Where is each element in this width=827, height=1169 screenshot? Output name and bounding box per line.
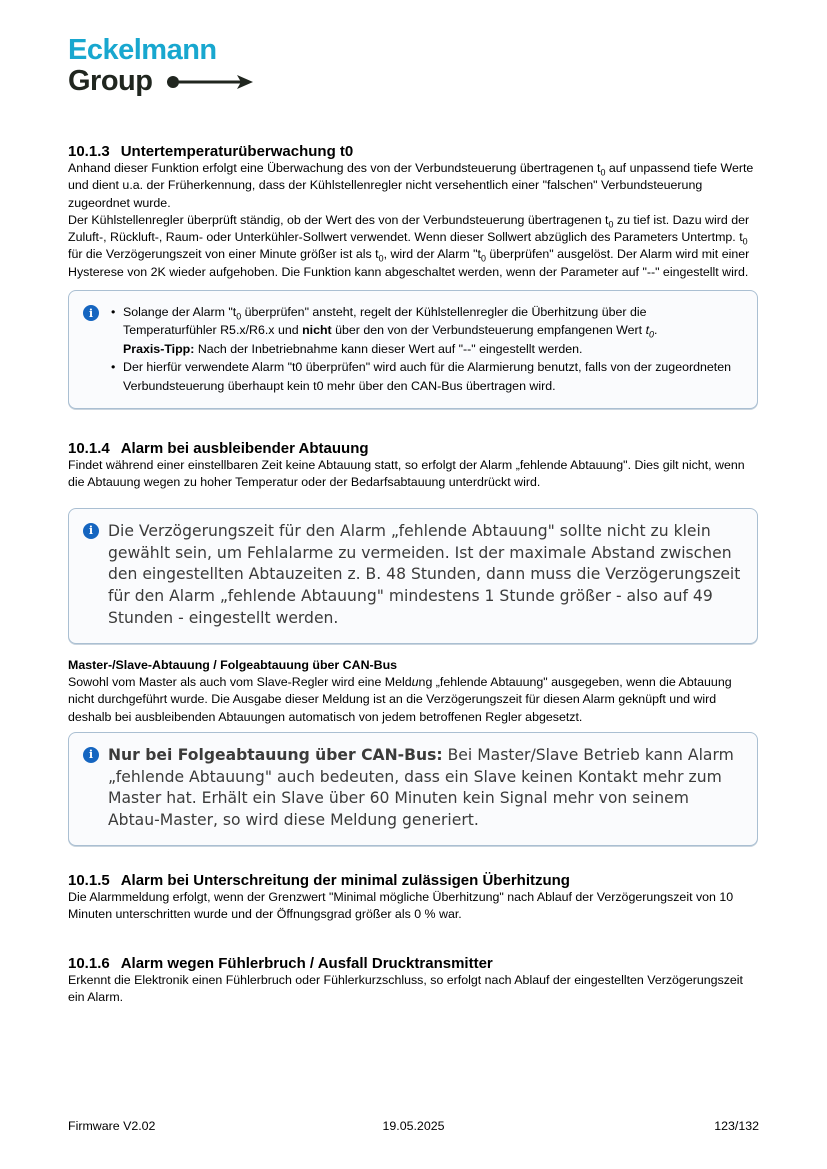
info-box-delay-time [68, 508, 758, 644]
info-icon: i [83, 523, 99, 539]
page-footer [68, 1119, 759, 1133]
paragraph-10-1-5: Die Alarmmeldung erfolgt, wenn der Grenzwert "Minimal mögliche Überhitzung" nach Ablauf der Verzögerungszeit von 10 Minuten unterschritten wurde und der Öffnungsgrad größer als 0 % war. [68, 890, 734, 922]
heading-number: 10.1.4 [68, 440, 110, 458]
info-box-text: Nur bei Folgeabtauung über CAN-Bus: Bei Master/Slave Betrieb kann Alarm „fehlende Abtauung" auch bedeuten, dass ein Slave keinen Kontakt mehr zum Master hat. Erhält ein Slave über 60 Minuten kein Signal mehr von seinem Abtau-Master, so wird diese Meldung generiert. [108, 745, 734, 830]
info-box-can-bus [68, 732, 758, 846]
footer-date: 19.05.2025 [382, 1119, 445, 1133]
heading-title: Alarm bei ausbleibender Abtauung [120, 440, 369, 458]
info-icon: i [83, 305, 99, 321]
heading-number: 10.1.6 [68, 954, 110, 972]
heading-number: 10.1.5 [68, 872, 110, 890]
page-content [68, 36, 758, 1006]
logo-arrow-icon [165, 72, 253, 92]
footer-page-number: 123/132 [714, 1119, 759, 1133]
company-logo [68, 36, 758, 96]
footer-firmware-version: Firmware V2.02 [68, 1119, 156, 1133]
bullet-text: • Solange der Alarm "$t_0$ überprüfen" ansteht, regelt der Kühlstellenregler die Überhitzung über die Temperaturfühler R5.x/R6.x und nicht über den von der Verbundsteuerung empfangenen Wert $t_0$. [123, 305, 658, 340]
paragraph-10-1-3-b: Der Kühlstellenregler überprüft ständig, ob der Wert des von der Verbundsteuerung übertragenen $t_0$ zu tief ist. Dazu wird der Zuluft-, Rückluft-, Raum- oder Unterkühler-Sollwert verwendet. Wenn dieser Sollwert abzüglich des Parameters Untertmp. $t_0$ für die Verzögerungszeit von einer Minute größer ist als $t_0$, wird der Alarm "$t_0$ überprüfen" ausgelöst. Der Alarm wird mit einer Hysterese von 2K wieder aufgehoben. Die Funktion kann abgeschaltet werden, wenn der Parameter auf "--" eingestellt wird. [68, 212, 750, 279]
paragraph-master-slave: Sowohl vom Master als auch vom Slave-Regler wird eine Meldung „fehlende Abtauung" ausgegeben, wenn die Abtauung nicht durchgeführt wurde. Die Ausgabe dieser Meldung ist an die Verzögerungszeit für diesen Alarm geknüpft und wird deshalb bei ausbleibenden Abtauungen automatisch von jedem betroffenen Regler abgesetzt. [68, 674, 732, 724]
heading-10-1-4 [68, 440, 758, 457]
heading-title: Untertemperaturüberwachung t0 [120, 143, 354, 160]
heading-number: 10.1.3 [68, 143, 110, 160]
bullet-text: • Der hierfür verwendete Alarm "t0 überprüfen" wird auch für die Alarmierung benutzt, falls von der zugeordneten Verbundsteuerung überhaupt kein t0 mehr über den CAN-Bus übertragen wird. [123, 360, 732, 393]
heading-title: Alarm wegen Fühlerbruch / Ausfall Drucktransmitter [120, 954, 493, 972]
list-item [123, 303, 743, 358]
heading-title: Alarm bei Unterschreitung der minimal zulässigen Überhitzung [120, 872, 570, 890]
heading-10-1-3 [68, 143, 758, 160]
heading-master-slave: Master-/Slave-Abtauung / Folgeabtauung über CAN-Bus [68, 657, 398, 672]
heading-10-1-5 [68, 872, 758, 889]
info-bullet-list [109, 303, 743, 395]
info-box-t0 [68, 290, 758, 409]
paragraph-10-1-6: Erkennt die Elektronik einen Fühlerbruch oder Fühlerkurzschluss, so erfolgt nach Ablauf der eingestellten Verzögerungszeit ein Alarm. [68, 972, 743, 1004]
info-box-text: Die Verzögerungszeit für den Alarm „fehlende Abtauung" sollte nicht zu klein gewählt sein, um Fehlalarme zu vermeiden. Ist der maximale Abstand zwischen den eingestellten Abtauzeiten z. B. 48 Stunden, dann muss die Verzögerungszeit für den Alarm „fehlende Abtauung" mindestens 1 Stunde größer - also auf 49 Stunden - eingestellt werden. [108, 521, 741, 627]
bullet-text: Praxis-Tipp: Nach der Inbetriebnahme kann dieser Wert auf "--" eingestellt werden. [123, 341, 583, 356]
paragraph-10-1-4: Findet während einer einstellbaren Zeit keine Abtauung statt, so erfolgt der Alarm „fehlende Abtauung". Dies gilt nicht, wenn die Abtauung wegen zu hoher Temperatur oder der Bedarfsabtauung unterdrückt wird. [68, 458, 745, 490]
paragraph-10-1-3-a: Anhand dieser Funktion erfolgt eine Überwachung des von der Verbundsteuerung übertragenen $t_0$ auf unpassend tiefe Werte und dient u.a. der Früherkennung, dass der Kühlstellenregler nicht versehentlich einer "falschen" Verbundsteuerung zugeordnet wurde. [68, 161, 754, 210]
list-item [123, 358, 743, 395]
logo-word-group: Group [68, 65, 153, 97]
info-icon: i [83, 747, 99, 763]
logo-word-eckelmann: Eckelmann [68, 34, 217, 66]
heading-10-1-6 [68, 955, 758, 972]
